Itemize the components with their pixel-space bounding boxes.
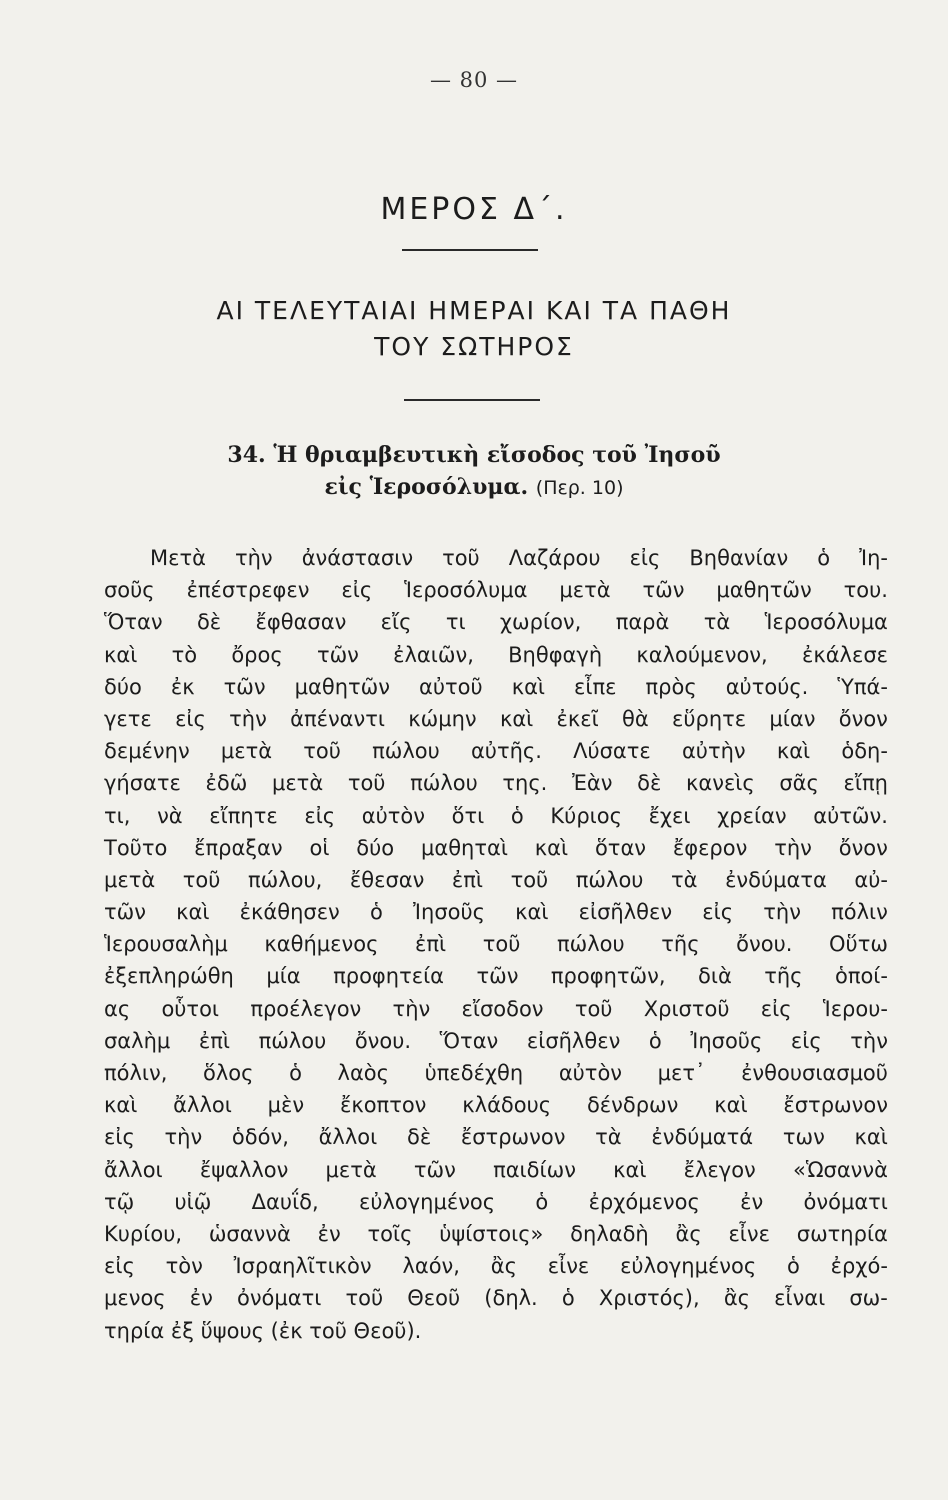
body-line: Ἱερουσαλὴμ καθήμενος ἐπὶ τοῦ πώλου τῆς ὄνου. Οὕτω — [104, 932, 888, 957]
body-line: μετὰ τοῦ πώλου, ἔθεσαν ἐπὶ τοῦ πώλου τὰ ἐνδύματα αὐ- — [104, 867, 888, 892]
section-reference: (Περ. 10) — [535, 477, 624, 499]
body-line: καὶ ἄλλοι μὲν ἔκοπτον κλάδους δένδρων καὶ ἔστρωνον — [104, 1093, 888, 1118]
body-line: τῷ υἱῷ Δαυΐδ, εὐλογημένος ὁ ἐρχόμενος ἐν ὀνόματι — [104, 1189, 888, 1214]
section-title-line-2 — [0, 474, 948, 500]
body-line: γήσατε ἐδῶ μετὰ τοῦ πώλου της. Ἐὰν δὲ κανεὶς σᾶς εἴπῃ — [104, 771, 888, 796]
body-line: ἄλλοι ἔψαλλον μετὰ τῶν παιδίων καὶ ἔλεγον «Ὡσαννὰ — [104, 1157, 888, 1182]
body-line: πόλιν, ὅλος ὁ λαὸς ὑπεδέχθη αὐτὸν μετ᾽ ἐνθουσιασμοῦ — [104, 1061, 888, 1085]
body-line: εἰς τὴν ὁδόν, ἄλλοι δὲ ἔστρωνον τὰ ἐνδύματά των καὶ — [104, 1125, 888, 1150]
body-line: τῶν καὶ ἐκάθησεν ὁ Ἰησοῦς καὶ εἰσῆλθεν εἰς τὴν πόλιν — [104, 900, 888, 925]
body-line: γετε εἰς τὴν ἀπέναντι κώμην καὶ ἐκεῖ θὰ εὕρητε μίαν ὄνον — [104, 706, 888, 731]
page-number: — 80 — — [429, 68, 519, 92]
divider-rule — [404, 399, 540, 401]
body-line: σοῦς ἐπέστρεφεν εἰς Ἱεροσόλυμα μετὰ τῶν μαθητῶν του. — [104, 578, 888, 603]
body-line: δεμένην μετὰ τοῦ πώλου αὐτῆς. Λύσατε αὐτὴν καὶ ὁδη- — [104, 739, 888, 764]
body-line: δύο ἐκ τῶν μαθητῶν αὐτοῦ καὶ εἶπε πρὸς αὐτούς. Ὑπά- — [104, 674, 888, 699]
body-line: Ὅταν δὲ ἔφθασαν εἴς τι χωρίον, παρὰ τὰ Ἱεροσόλυμα — [104, 610, 888, 635]
part-title: ΜΕΡΟΣ Δ΄. — [380, 192, 568, 227]
body-line: Μετὰ τὴν ἀνάστασιν τοῦ Λαζάρου εἰς Βηθανίαν ὁ Ἰη- — [150, 546, 888, 570]
body-line: εἰς τὸν Ἰσραηλῖτικὸν λαόν, ἂς εἶνε εὐλογημένος ὁ ἐρχό- — [104, 1254, 888, 1279]
body-line: Κυρίου, ὡσαννὰ ἐν τοῖς ὑψίστοις» δηλαδὴ ἂς εἶνε σωτηρία — [104, 1221, 888, 1246]
body-line: σαλὴμ ἐπὶ πώλου ὄνου. Ὅταν εἰσῆλθεν ὁ Ἰησοῦς εἰς τὴν — [104, 1028, 888, 1053]
body-text — [104, 542, 888, 1347]
divider-rule — [402, 249, 538, 251]
body-line: τηρία ἐξ ὕψους (ἐκ τοῦ Θεοῦ). — [104, 1318, 422, 1343]
body-line: μενος ἐν ὀνόματι τοῦ Θεοῦ (δηλ. ὁ Χριστός), ἂς εἶναι σω- — [104, 1286, 888, 1311]
chapter-heading-line-1: ΑΙ ΤΕΛΕΥΤΑΙΑΙ ΗΜΕΡΑΙ ΚΑΙ ΤΑ ΠΑΘΗ — [216, 296, 732, 325]
body-line: καὶ τὸ ὄρος τῶν ἐλαιῶν, Βηθφαγὴ καλούμενον, ἐκάλεσε — [104, 642, 888, 667]
chapter-heading-line-2: ΤΟΥ ΣΩΤΗΡΟΣ — [374, 332, 574, 361]
body-line: Τοῦτο ἔπραξαν οἱ δύο μαθηταὶ καὶ ὅταν ἔφερον τὴν ὄνον — [104, 835, 888, 860]
body-line: ἐξεπληρώθη μία προφητεία τῶν προφητῶν, διὰ τῆς ὁποί- — [104, 964, 888, 989]
section-title-text: εἰς Ἱεροσόλυμα. — [324, 474, 529, 500]
section-title-line-1: 34. Ἡ θριαμβευτικὴ εἴσοδος τοῦ Ἰησοῦ — [227, 442, 721, 468]
body-line: ας οὗτοι προέλεγον τὴν εἴσοδον τοῦ Χριστοῦ εἰς Ἱερου- — [104, 996, 888, 1021]
body-line: τι, νὰ εἴπητε εἰς αὐτὸν ὅτι ὁ Κύριος ἔχει χρείαν αὐτῶν. — [104, 803, 888, 828]
